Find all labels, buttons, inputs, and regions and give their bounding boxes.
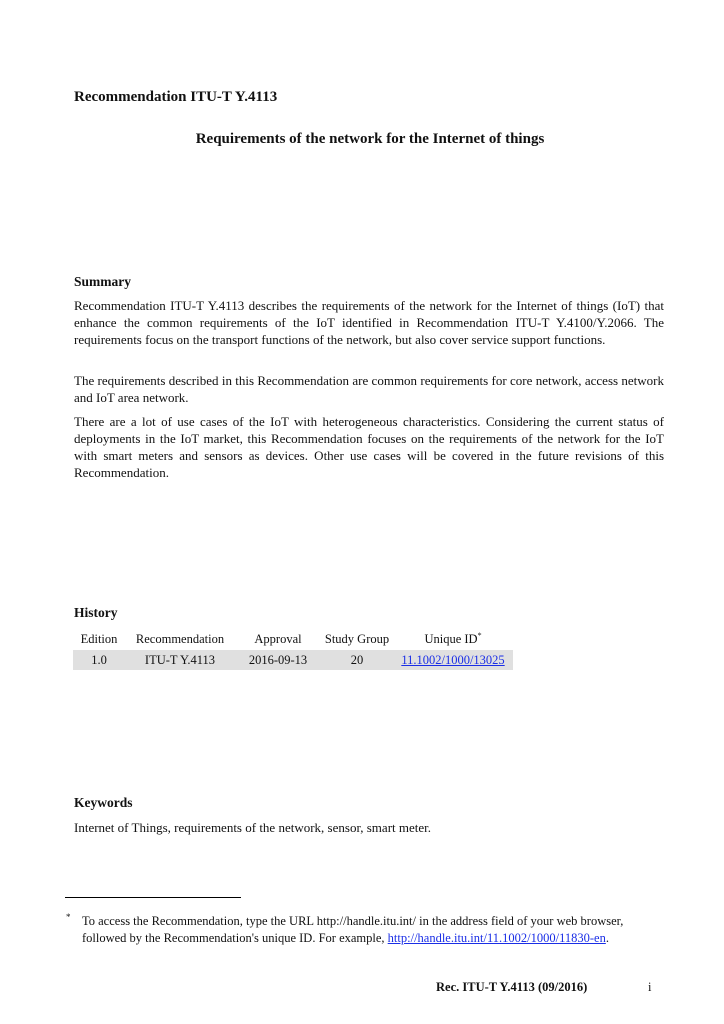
- document-title: Requirements of the network for the Internet of things: [195, 131, 545, 147]
- history-heading: History: [74, 605, 118, 620]
- history-header-row: [73, 629, 513, 650]
- column-header-recommendation: Recommendation: [135, 632, 225, 646]
- column-header-approval: Approval: [254, 632, 302, 646]
- page-number: i: [648, 980, 652, 994]
- footnote-mark: *: [66, 912, 71, 922]
- study-group-cell: 20: [321, 650, 393, 670]
- footnote-example-link[interactable]: http://handle.itu.int/11.1002/1000/11830-en: [387, 931, 606, 945]
- unique-id-cell: [393, 650, 513, 670]
- footnote-end: .: [605, 931, 609, 945]
- recommendation-cell: ITU-T Y.4113: [125, 650, 235, 670]
- column-header-study-group: Study Group: [324, 632, 390, 646]
- summary-heading: Summary: [74, 274, 131, 289]
- unique-id-label: Unique ID: [424, 632, 478, 647]
- keywords-text: Internet of Things, requirements of the network, sensor, smart meter.: [74, 820, 432, 835]
- column-header-edition: Edition: [80, 632, 118, 646]
- footnote-divider: [65, 897, 241, 898]
- recommendation-number: Recommendation ITU-T Y.4113: [74, 89, 278, 105]
- footnote-reference-mark: *: [477, 631, 482, 641]
- table-row: [73, 650, 513, 670]
- summary-paragraph-2: The requirements described in this Recommendation are common requirements for core network, access network and IoT area network.: [74, 373, 664, 405]
- history-table: [73, 629, 513, 670]
- column-header-unique-id: [393, 629, 513, 650]
- footnote: [82, 913, 662, 947]
- summary-paragraph-3: There are a lot of use cases of the IoT with heterogeneous characteristics. Considering the current status of deployments in the IoT market, this Recommendation focuses on the requirements of the network for the IoT with smart meters and sensors as devices. Other use cases will be covered in the future revisions of this Recommendation.: [74, 414, 664, 480]
- unique-id-link[interactable]: 11.1002/1000/13025: [401, 652, 505, 667]
- summary-paragraph-1: Recommendation ITU-T Y.4113 describes the requirements of the network for the Internet of things (IoT) that enhance the common requirements of the IoT identified in Recommendation ITU-T Y.4100/Y.2066. The requirements focus on the transport functions of the network, but also cover service support functions.: [74, 298, 664, 347]
- edition-cell: 1.0: [73, 650, 125, 670]
- footer-reference: Rec. ITU-T Y.4113 (09/2016): [436, 980, 588, 994]
- footnote-text: To access the Recommendation, type the URL http://handle.itu.int/ in the address field of your web browser, followed by the Recommendation's unique ID. For example,: [82, 914, 624, 945]
- keywords-heading: Keywords: [74, 795, 133, 810]
- approval-cell: 2016-09-13: [235, 650, 321, 670]
